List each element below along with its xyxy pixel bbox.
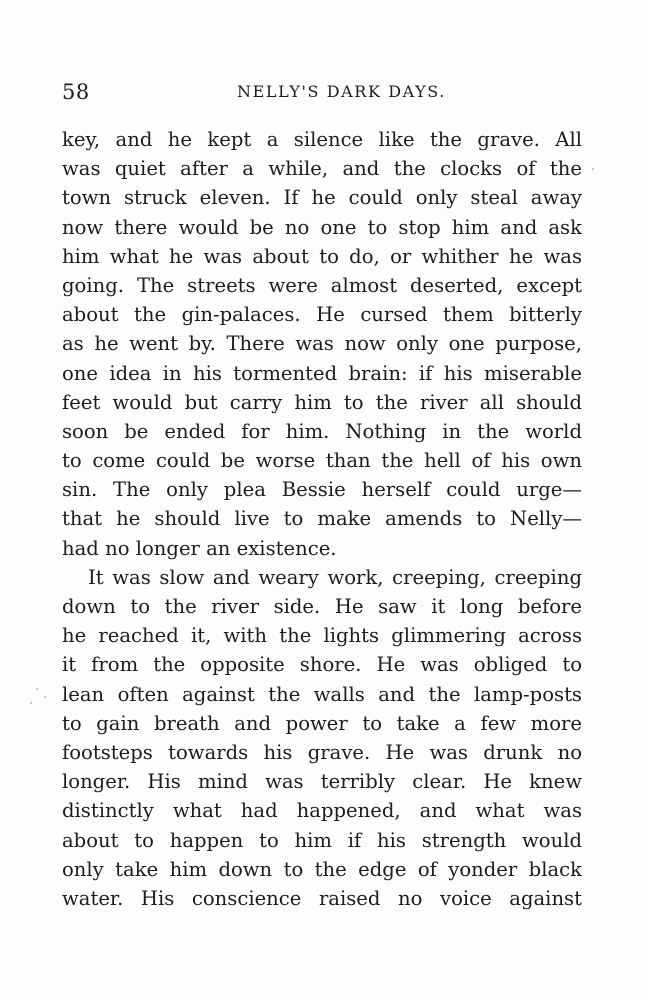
text-line: one idea in his tormented brain: if his miserable — [62, 361, 582, 385]
text-line: was quiet after a while, and the clocks of the — [62, 157, 582, 181]
running-title: NELLY'S DARK DAYS. — [237, 82, 446, 101]
text-line: had no longer an existence. — [62, 536, 337, 560]
print-speck — [592, 168, 594, 170]
print-speck — [36, 688, 38, 690]
text-line: distinctly what had happened, and what was — [62, 799, 582, 823]
text-line: It was slow and weary work, creeping, creeping — [88, 565, 582, 589]
text-line: longer. His mind was terribly clear. He knew — [62, 770, 582, 794]
paragraph-2 — [62, 563, 582, 913]
text-line: it from the opposite shore. He was obliged to — [62, 653, 582, 677]
text-line: down to the river side. He saw it long before — [62, 595, 582, 618]
text-line: water. His conscience raised no voice against — [62, 886, 582, 910]
running-head — [62, 80, 581, 104]
text-line: key, and he kept a silence like the grave. All — [62, 128, 582, 151]
text-line: footsteps towards his grave. He was drunk no — [62, 740, 582, 764]
text-line: now there would be no one to stop him and ask — [62, 215, 582, 239]
text-line: to come could be worse than the hell of his own — [62, 449, 582, 473]
paragraph-1 — [62, 125, 582, 563]
page-number: 58 — [62, 80, 90, 104]
text-line: soon be ended for him. Nothing in the world — [62, 419, 582, 443]
text-line: he reached it, with the lights glimmering across — [62, 624, 582, 648]
text-line: about the gin-palaces. He cursed them bitterly — [62, 303, 582, 327]
text-line: going. The streets were almost deserted, except — [62, 273, 582, 297]
text-line: about to happen to him if his strength would — [62, 828, 582, 852]
print-speck — [44, 696, 46, 698]
text-line: lean often against the walls and the lamp-posts — [62, 682, 582, 706]
text-line: to gain breath and power to take a few more — [62, 711, 582, 735]
body-text — [62, 125, 582, 913]
text-line: only take him down to the edge of yonder black — [62, 857, 582, 881]
text-line: as he went by. There was now only one purpose, — [62, 332, 582, 356]
text-line: sin. The only plea Bessie herself could urge— — [62, 478, 582, 502]
text-line: feet would but carry him to the river all should — [62, 390, 582, 414]
text-line: him what he was about to do, or whither he was — [62, 244, 582, 268]
text-line: town struck eleven. If he could only steal away — [62, 186, 582, 210]
text-line: that he should live to make amends to Nelly— — [62, 507, 582, 531]
print-speck — [30, 702, 32, 704]
